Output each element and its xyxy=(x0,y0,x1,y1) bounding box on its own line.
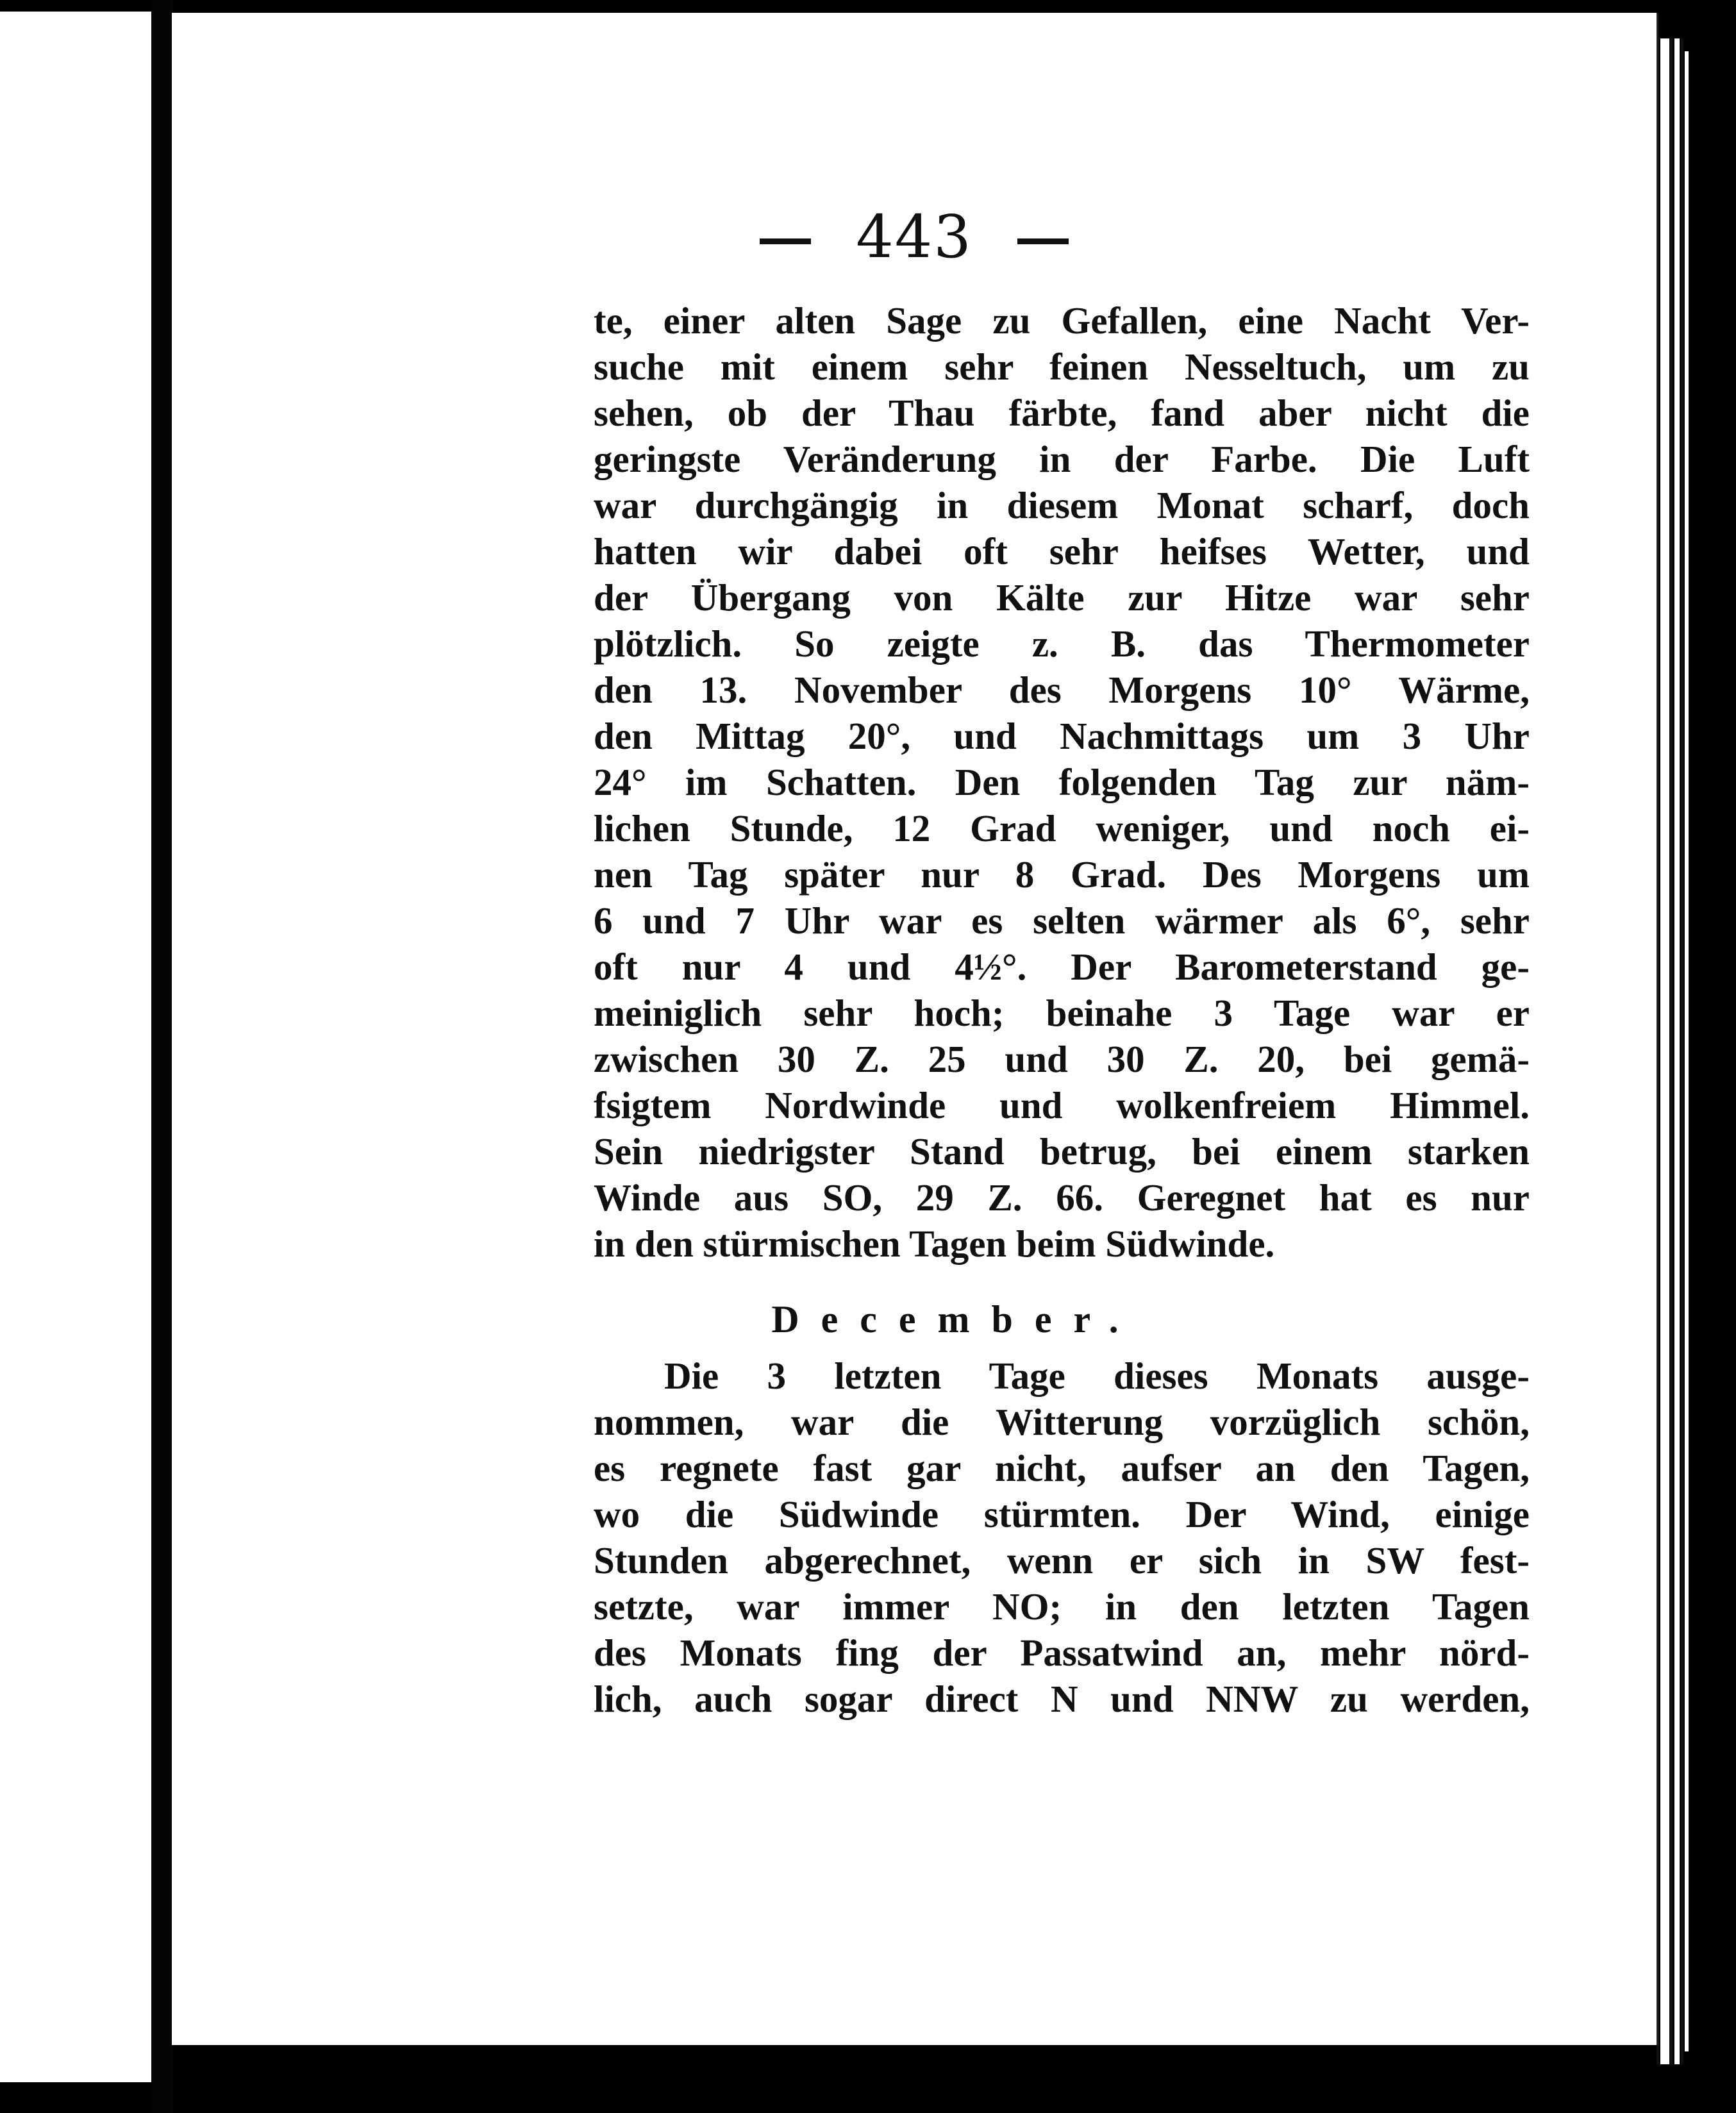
stacked-page-edge xyxy=(1660,38,1669,2064)
text-line: lichen Stunde, 12 Grad weniger, und noch ei- xyxy=(594,807,1530,849)
text-line: den 13. November des Morgens 10° Wärme, xyxy=(594,669,1530,711)
text-line: 24° im Schatten. Den folgenden Tag zur näm- xyxy=(594,761,1530,803)
text-line: sehen, ob der Thau färbte, fand aber nicht die xyxy=(594,392,1530,434)
text-line: nen Tag später nur 8 Grad. Des Morgens um xyxy=(594,853,1530,896)
text-line: zwischen 30 Z. 25 und 30 Z. 20, bei gemä- xyxy=(594,1038,1530,1080)
text-line: nommen, war die Witterung vorzüglich schön, xyxy=(594,1401,1530,1443)
text-line: fsigtem Nordwinde und wolkenfreiem Himmel. xyxy=(594,1084,1530,1126)
text-line: oft nur 4 und 4½°. Der Barometerstand ge- xyxy=(594,946,1530,988)
text-line: lich, auch sogar direct N und NNW zu werden, xyxy=(594,1678,1530,1720)
text-line: suche mit einem sehr feinen Nesseltuch, um zu xyxy=(594,346,1530,388)
book-page xyxy=(172,13,1658,2045)
facing-page-edge xyxy=(0,12,151,2082)
header-dash-left xyxy=(760,238,811,244)
page-edge-line xyxy=(1670,38,1673,2064)
text-line: setzte, war immer NO; in den letzten Tagen xyxy=(594,1585,1530,1628)
header-dash-right xyxy=(1017,238,1069,244)
text-line: 6 und 7 Uhr war es selten wärmer als 6°, sehr xyxy=(594,899,1530,942)
stacked-page-edge xyxy=(1674,38,1680,2064)
text-line: Sein niedrigster Stand betrug, bei einem starken xyxy=(594,1130,1530,1173)
text-line: hatten wir dabei oft sehr heifses Wetter, und xyxy=(594,530,1530,572)
text-line: plötzlich. So zeigte z. B. das Thermometer xyxy=(594,622,1530,665)
text-line: Die 3 letzten Tage dieses Monats ausge- xyxy=(664,1355,1530,1397)
paragraph-november xyxy=(594,297,1530,1267)
text-line: geringste Veränderung in der Farbe. Die Luft xyxy=(594,438,1530,480)
paragraph-december xyxy=(594,1353,1530,1722)
text-line: in den stürmischen Tagen beim Südwinde. xyxy=(594,1223,1275,1265)
text-line: den Mittag 20°, und Nachmittags um 3 Uhr xyxy=(594,715,1530,757)
page-edge-line xyxy=(1681,38,1683,2064)
text-line: des Monats fing der Passatwind an, mehr nörd- xyxy=(594,1632,1530,1674)
text-line: es regnete fast gar nicht, aufser an den Tagen, xyxy=(594,1447,1530,1489)
text-line: der Übergang von Kälte zur Hitze war sehr xyxy=(594,576,1530,619)
text-line: war durchgängig in diesem Monat scharf, doch xyxy=(594,484,1530,526)
text-line: Winde aus SO, 29 Z. 66. Geregnet hat es nur xyxy=(594,1176,1530,1219)
section-heading-december: December. xyxy=(771,1298,1140,1340)
text-line: te, einer alten Sage zu Gefallen, eine Nacht Ver- xyxy=(594,299,1530,342)
text-line: meiniglich sehr hoch; beinahe 3 Tage war er xyxy=(594,992,1530,1034)
book-gutter xyxy=(151,0,173,2113)
page-number: 443 xyxy=(856,203,972,271)
page-header xyxy=(172,200,1657,272)
stacked-page-edge xyxy=(1685,51,1689,2051)
text-line: Stunden abgerechnet, wenn er sich in SW fest- xyxy=(594,1539,1530,1582)
text-line: wo die Südwinde stürmten. Der Wind, einige xyxy=(594,1493,1530,1535)
